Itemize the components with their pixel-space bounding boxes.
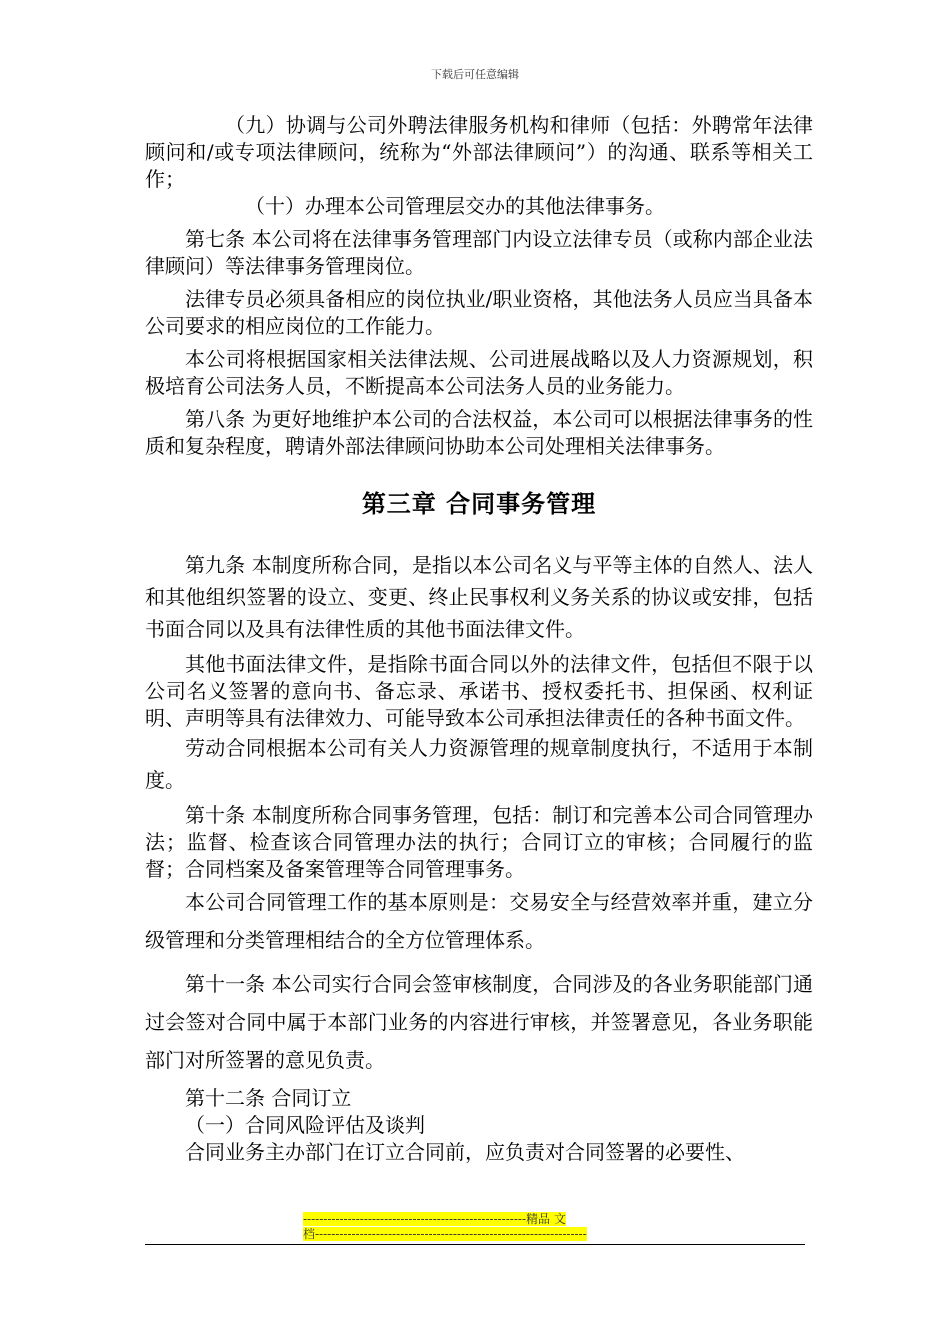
footer-line-1: -------------------------------------------------------精品 文 [303, 1212, 566, 1226]
paragraph-other-documents: 其他书面法律文件，是指除书面合同以外的法律文件，包括但不限于以公司名义签署的意向书、备忘录、承诺书、授权委托书、担保函、权利证明、声明等具有法律效力、可能导致本公司承担法律责任的各种书面文件。 [145, 652, 813, 730]
footer-divider [145, 1244, 805, 1245]
paragraph-article-8: 第八条 为更好地维护本公司的合法权益，本公司可以根据法律事务的性质和复杂程度，聘请外部法律顾问协助本公司处理相关法律事务。 [145, 407, 813, 458]
paragraph-labor-contract: 劳动合同根据本公司有关人力资源管理的规章制度执行，不适用于本制度。 [145, 736, 813, 792]
paragraph-item-10: （十）办理本公司管理层交办的其他法律事务。 [245, 194, 665, 218]
chapter-heading: 第三章 合同事务管理 [361, 489, 597, 518]
paragraph-principles: 本公司合同管理工作的基本原则是：交易安全与经营效率并重，建立分级管理和分类管理相结合的全方位管理体系。 [145, 890, 813, 952]
paragraph-training: 本公司将根据国家相关法律法规、公司进展战略以及人力资源规划，积极培育公司法务人员，不断提高本公司法务人员的业务能力。 [145, 347, 813, 398]
footer-watermark [303, 1212, 649, 1242]
paragraph-risk-assessment: （一）合同风险评估及谈判 [185, 1113, 425, 1137]
paragraph-legal-specialist: 法律专员必须具备相应的岗位执业/职业资格，其他法务人员应当具备本公司要求的相应岗位的工作能力。 [145, 287, 813, 338]
paragraph-article-11: 第十一条 本公司实行合同会签审核制度，合同涉及的各业务职能部门通过会签对合同中属于本部门业务的内容进行审核，并签署意见，各业务职能部门对所签署的意见负责。 [145, 972, 813, 1072]
paragraph-article-7: 第七条 本公司将在法律事务管理部门内设立法律专员（或称内部企业法律顾问）等法律事务管理岗位。 [145, 227, 813, 278]
paragraph-article-9: 第九条 本制度所称合同，是指以本公司名义与平等主体的自然人、法人和其他组织签署的设立、变更、终止民事权利义务关系的协议或安排，包括书面合同以及具有法律性质的其他书面法律文件。 [145, 553, 813, 641]
page-header: 下载后可任意编辑 [431, 68, 519, 81]
paragraph-item-9: （九）协调与公司外聘法律服务机构和律师（包括：外聘常年法律顾问和/或专项法律顾问，统称为“外部法律顾问”）的沟通、联系等相关工作； [145, 113, 813, 191]
footer-line-2: 档------------------------------------------------------------------- [303, 1227, 587, 1241]
paragraph-article-12: 第十二条 合同订立 [185, 1086, 352, 1110]
paragraph-contract-department: 合同业务主办部门在订立合同前，应负责对合同签署的必要性、 [185, 1140, 745, 1164]
document-body [145, 112, 813, 1166]
paragraph-article-10: 第十条 本制度所称合同事务管理，包括：制订和完善本公司合同管理办法；监督、检查该合同管理办法的执行；合同订立的审核；合同履行的监督；合同档案及备案管理等合同管理事务。 [145, 803, 813, 881]
